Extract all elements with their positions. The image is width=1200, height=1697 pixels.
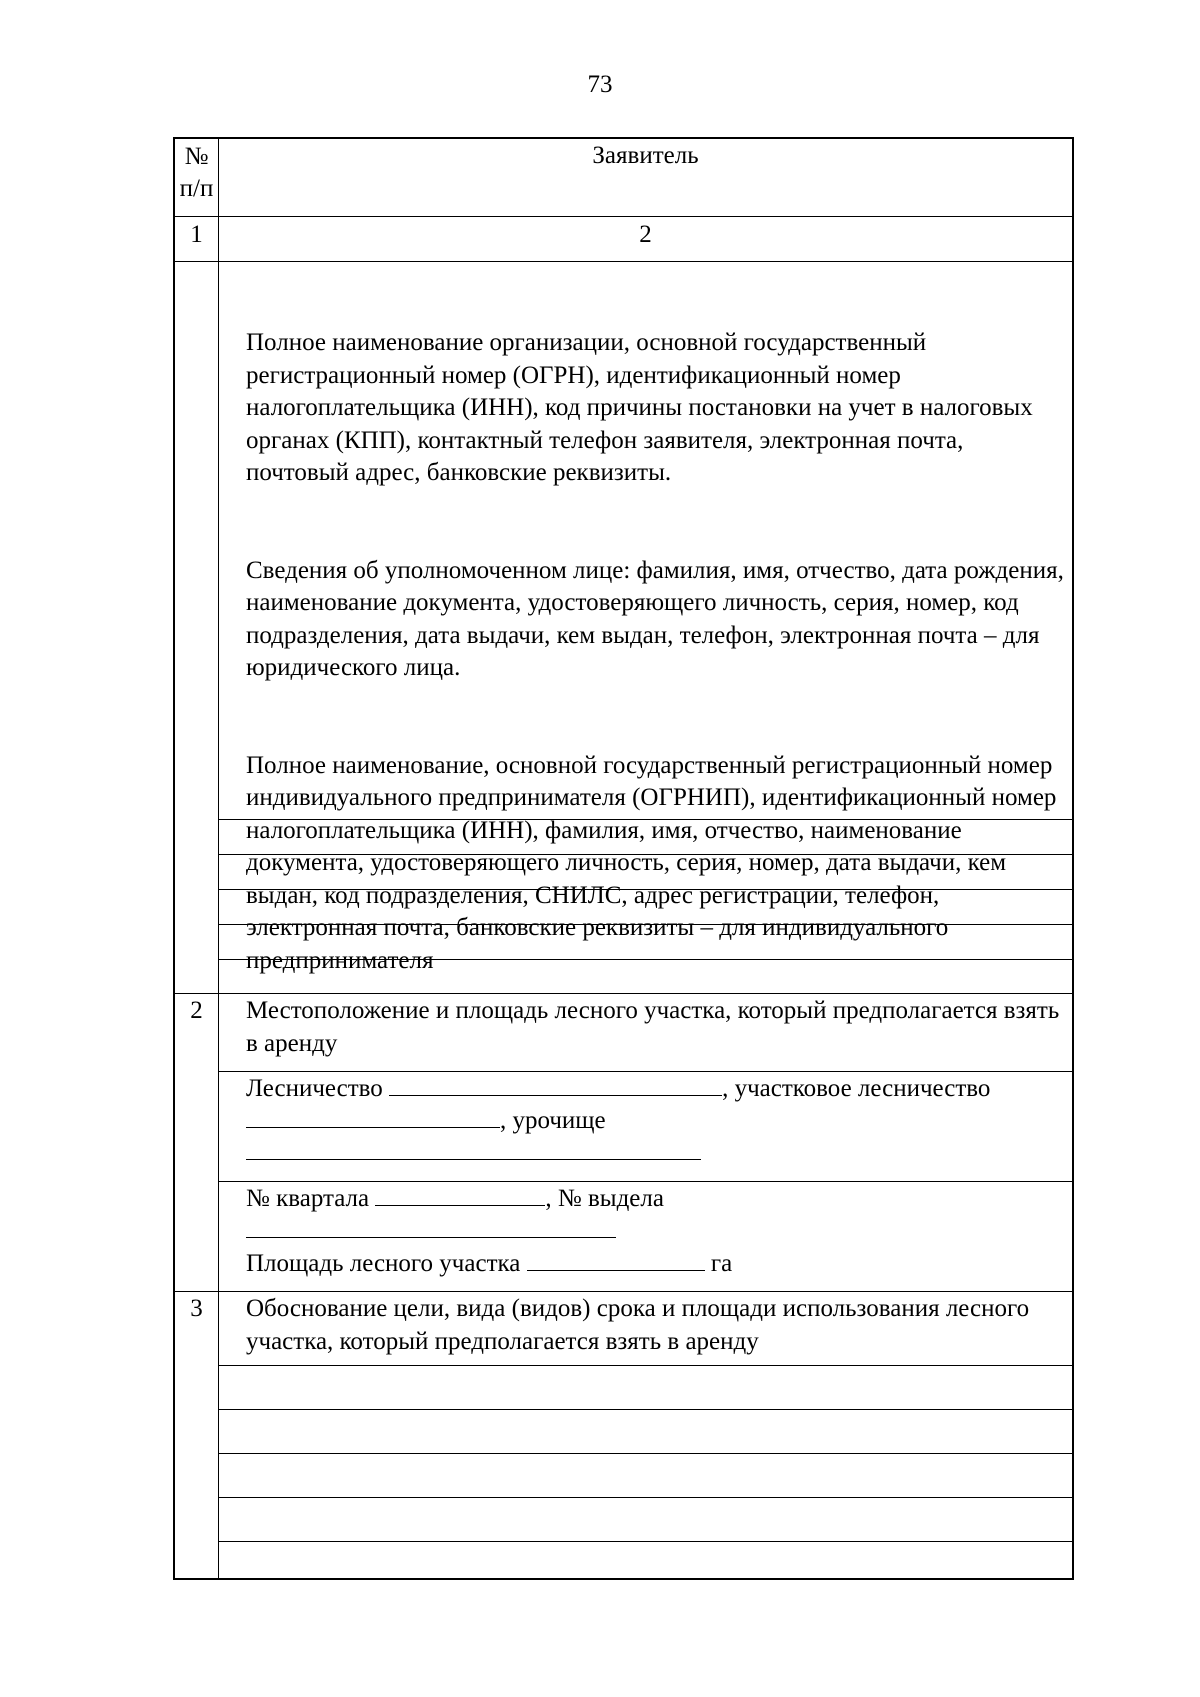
section3-entry-line[interactable] — [219, 1365, 1072, 1366]
section1-entry-line[interactable] — [219, 959, 1072, 960]
quarter-field[interactable] — [375, 1183, 545, 1206]
allotment-label: , № выдела — [545, 1185, 664, 1212]
section3-number: 3 — [190, 1295, 203, 1322]
column-number-1: 1 — [190, 221, 203, 248]
section3-entry-line[interactable] — [219, 1541, 1072, 1542]
forestry-label: Лесничество — [246, 1075, 383, 1102]
header-applicant-label: Заявитель — [592, 142, 699, 169]
area-field[interactable] — [527, 1248, 705, 1271]
section3-entry-line[interactable] — [219, 1453, 1072, 1454]
header-number-label: № п/п — [179, 143, 215, 202]
tract-line — [246, 1137, 701, 1170]
district-forestry-label: , участковое лесничество — [722, 1075, 991, 1102]
section2-title-border — [219, 1071, 1072, 1072]
allotment-line — [246, 1215, 616, 1248]
page-number: 73 — [587, 71, 613, 98]
forestry-line — [246, 1073, 990, 1106]
area-unit: га — [710, 1250, 733, 1277]
section1-entry-line[interactable] — [219, 924, 1072, 925]
section2-border — [175, 1291, 1072, 1292]
section2-title: Местоположение и площадь лесного участка, который предполагается взять в аренду — [246, 997, 1066, 1057]
header-row-border — [175, 216, 1072, 217]
section3-entry-line[interactable] — [219, 1409, 1072, 1410]
quarter-label: № квартала — [246, 1185, 370, 1212]
section2-number: 2 — [190, 997, 203, 1024]
section1-entry-line[interactable] — [219, 819, 1072, 820]
quarter-line — [246, 1183, 664, 1216]
column-divider — [218, 139, 219, 1578]
forestry-field[interactable] — [389, 1073, 722, 1096]
section3-entry-line[interactable] — [219, 1497, 1072, 1498]
tract-label: , урочище — [500, 1107, 606, 1134]
section3-title: Обоснование цели, вида (видов) срока и площади использования лесного участка, который предполагается взять в аренду — [246, 1295, 1036, 1355]
section1-border — [175, 993, 1072, 994]
column-number-2: 2 — [639, 221, 652, 248]
application-form-table — [173, 137, 1074, 1580]
area-line — [246, 1248, 732, 1281]
tract-field[interactable] — [246, 1137, 701, 1160]
allotment-field[interactable] — [246, 1215, 616, 1238]
section1-entrepreneur-requirements: Полное наименование, основной государственный регистрационный номер индивидуального предпринимателя (ОГРНИП), идентификационный номер налогоплательщика (ИНН), фамилия, имя, отчество, наименование документа, удостоверяющего личность, серия, номер, дата выдачи, кем выдан, код подразделения, СНИЛС, адрес регистрации, телефон, электронная почта, банковские реквизиты – для индивидуального предпринимателя — [246, 751, 1063, 974]
district-forestry-field[interactable] — [246, 1105, 500, 1128]
section1-authorized-person: Сведения об уполномоченном лице: фамилия, имя, отчество, дата рождения, наименование документа, удостоверяющего личность, серия, номер, код подразделения, дата выдачи, кем выдан, телефон, электронная почта – для юридического лица. — [246, 556, 1071, 681]
district-forestry-line — [246, 1105, 606, 1138]
location-border — [219, 1181, 1072, 1182]
section1-text — [246, 262, 1071, 1042]
area-label: Площадь лесного участка — [246, 1250, 521, 1277]
section1-org-requirements: Полное наименование организации, основной государственный регистрационный номер (ОГРН), идентификационный номер налогоплательщика (ИНН), код причины постановки на учет в налоговых органах (КПП), контактный телефон заявителя, электронная почта, почтовый адрес, банковские реквизиты. — [246, 329, 1039, 486]
section1-entry-line[interactable] — [219, 889, 1072, 890]
section1-entry-line[interactable] — [219, 854, 1072, 855]
